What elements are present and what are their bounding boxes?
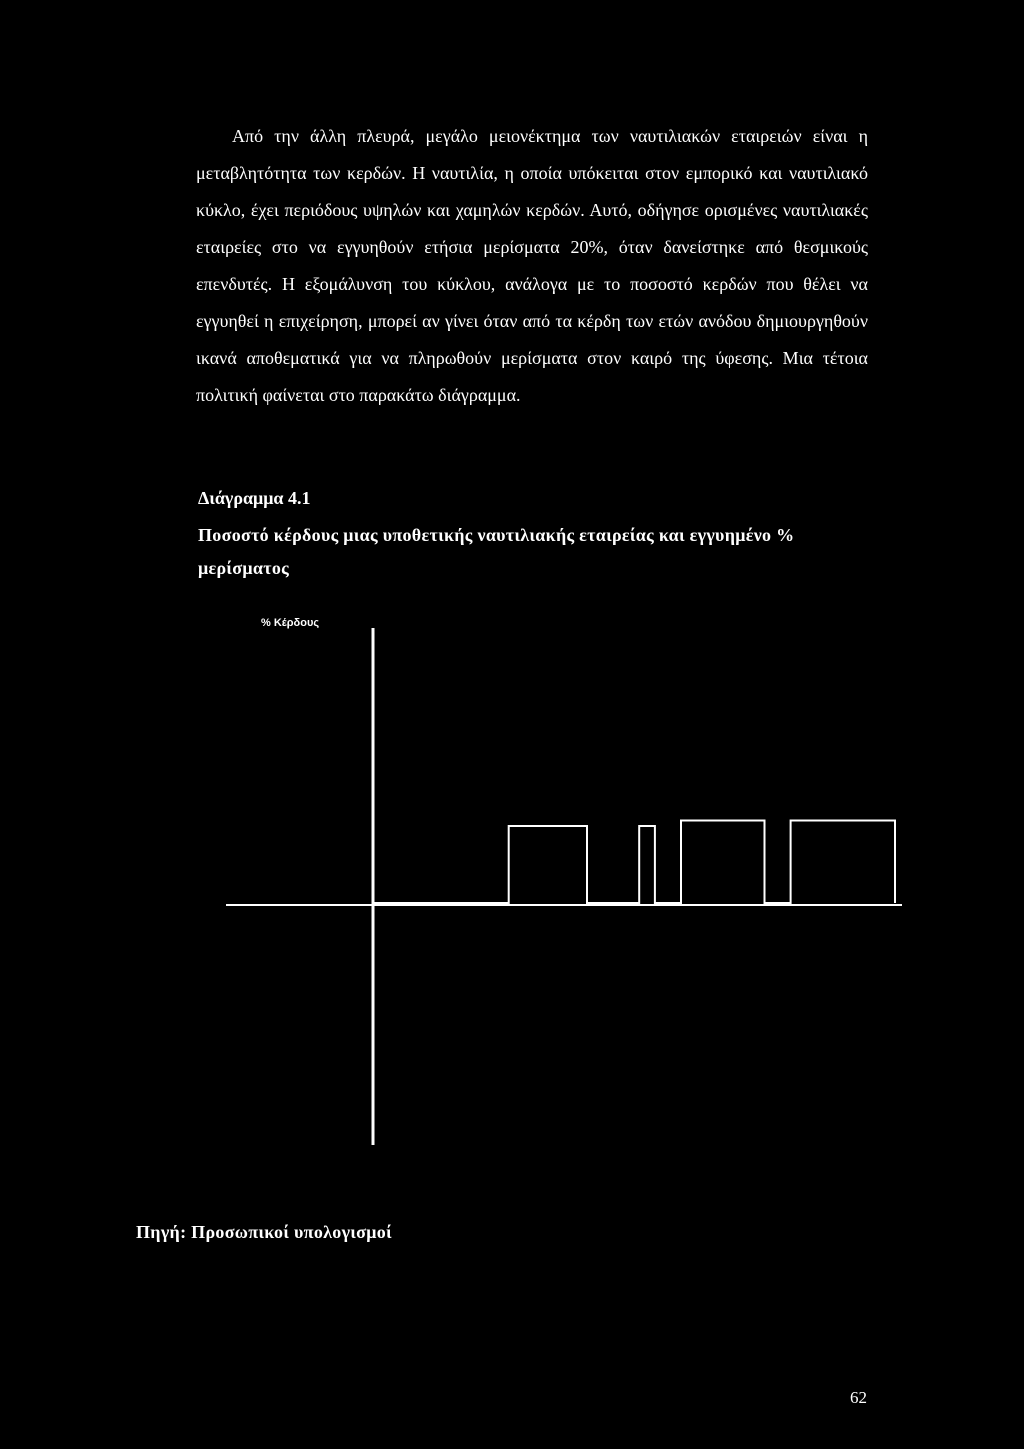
page-number: 62 (850, 1388, 867, 1407)
y-axis-label: % Κέρδους (261, 617, 320, 629)
figure-title: Ποσοστό κέρδους μιας υποθετικής ναυτιλιακής εταιρείας και εγγυημένο % μερίσματος (198, 525, 795, 578)
source-note: Πηγή: Προσωπικοί υπολογισμοί (136, 1222, 392, 1242)
body-paragraph-text: Από την άλλη πλευρά, μεγάλο μειονέκτημα των ναυτιλιακών εταιρειών είναι η μεταβλητότητα των κερδών. Η ναυτιλία, η οποία υπόκειται στον εμπορικό και ναυτιλιακό κύκλο, έχει περιόδους υψηλών και χαμηλών κερδών. Αυτό, οδήγησε ορισμένες ναυτιλιακές εταιρείες στο να εγγυηθούν ετήσια μερίσματα 20%, όταν δανείστηκε από θεσμικούς επενδυτές. Η εξομάλυνση του κύκλου, ανάλογα με το ποσοστό κερδών που θέλει να εγγυηθεί η επιχείρηση, μπορεί αν γίνει όταν από τα κέρδη των ετών ανόδου δημιουργηθούν ικανά αποθεματικά για να πληρωθούν μερίσματα στον καιρό της ύφεσης. Μια τέτοια πολιτική φαίνεται στο παρακάτω διάγραμμα. (196, 126, 868, 405)
figure-label: Διάγραμμα 4.1 (198, 488, 311, 508)
body-paragraph (196, 118, 868, 414)
profit-series-line (373, 821, 895, 904)
